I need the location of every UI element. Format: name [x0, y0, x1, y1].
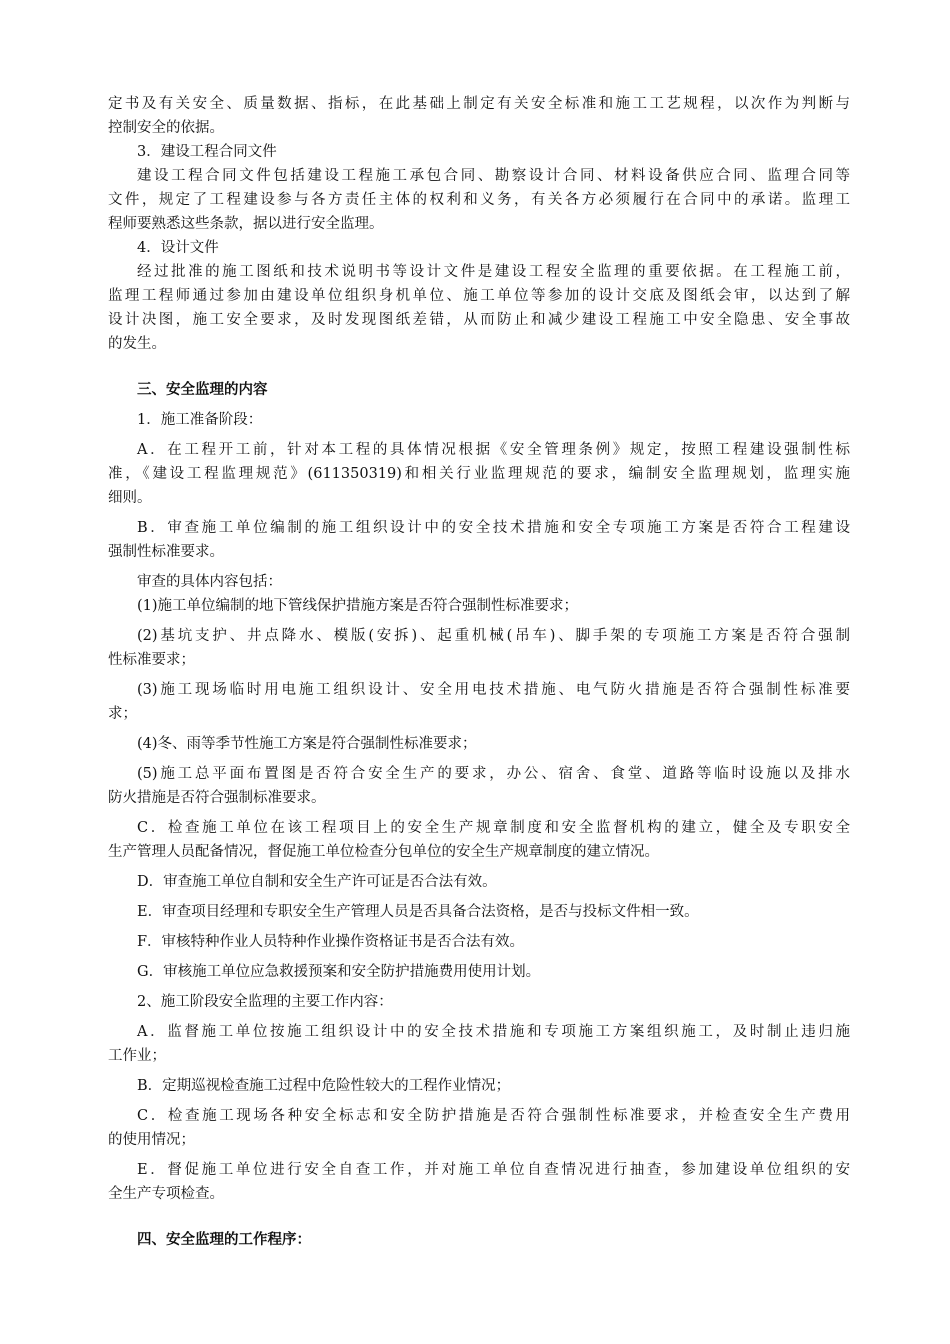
paragraph-line: 定书及有关安全、质量数据、指标，在此基础上制定有关安全标准和施工工艺规程，以次作为判断与	[108, 96, 850, 112]
paragraph-line: 强制性标准要求。	[108, 544, 224, 560]
list-item: (5)施工总平面布置图是否符合安全生产的要求，办公、宿舍、食堂、道路等临时设施以及排水	[137, 766, 850, 782]
paragraph-line: 经过批准的施工图纸和技术说明书等设计文件是建设工程安全监理的重要依据。在工程施工前，	[137, 264, 850, 280]
section-heading: 三、安全监理的内容	[137, 382, 268, 398]
item-title: 4．设计文件	[137, 240, 219, 256]
paragraph-line: 的发生。	[108, 336, 166, 352]
paragraph-line: 审查的具体内容包括：	[137, 574, 282, 590]
paragraph-line: 准，《建设工程监理规范》(611350319)和相关行业监理规范的要求，编制安全监理规划，监理实施	[108, 466, 850, 482]
paragraph-line: B．审查施工单位编制的施工组织设计中的安全技术措施和安全专项施工方案是否符合工程建设	[137, 520, 850, 536]
paragraph-line: A．在工程开工前，针对本工程的具体情况根据《安全管理条例》规定，按照工程建设强制性标	[137, 442, 850, 458]
paragraph-line: E．审查项目经理和专职安全生产管理人员是否具备合法资格，是否与投标文件相一致。	[137, 904, 699, 920]
document-page	[108, 92, 850, 1252]
paragraph-line: B．定期巡视检查施工过程中危险性较大的工程作业情况；	[137, 1078, 511, 1094]
paragraph-line: C．检查施工单位在该工程项目上的安全生产规章制度和安全监督机构的建立，健全及专职安全	[137, 820, 850, 836]
paragraph-line: 工作业；	[108, 1048, 166, 1064]
list-item: 性标准要求；	[108, 652, 195, 668]
list-item: (2)基坑支护、井点降水、模版(安拆)、起重机械(吊车)、脚手架的专项施工方案是否符合强制	[137, 628, 850, 644]
paragraph-line: 全生产专项检查。	[108, 1186, 224, 1202]
list-item: (3)施工现场临时用电施工组织设计、安全用电技术措施、电气防火措施是否符合强制性标准要	[137, 682, 850, 698]
paragraph-line: 程师要熟悉这些条款，据以进行安全监理。	[108, 216, 384, 232]
stage-title: 1．施工准备阶段：	[137, 412, 263, 428]
paragraph-line: 细则。	[108, 490, 152, 506]
paragraph-line: 监理工程师通过参加由建设单位组织身机单位、施工单位等参加的设计交底及图纸会审，以达到了解	[108, 288, 850, 304]
paragraph-line: D．审查施工单位自制和安全生产许可证是否合法有效。	[137, 874, 497, 890]
list-item: 防火措施是否符合强制标准要求。	[108, 790, 326, 806]
item-title: 3．建设工程合同文件	[137, 144, 277, 160]
paragraph-line: 设计决图，施工安全要求，及时发现图纸差错，从而防止和减少建设工程施工中安全隐患、安全事故	[108, 312, 850, 328]
paragraph-line: F．审核特种作业人员特种作业操作资格证书是否合法有效。	[137, 934, 525, 950]
list-item: (1)施工单位编制的地下管线保护措施方案是否符合强制性标准要求；	[137, 598, 579, 614]
section-heading: 四、安全监理的工作程序：	[137, 1232, 311, 1248]
paragraph-line: A．监督施工单位按施工组织设计中的安全技术措施和专项施工方案组织施工，及时制止违归施	[137, 1024, 850, 1040]
paragraph-line: 建设工程合同文件包括建设工程施工承包合同、勘察设计合同、材料设备供应合同、监理合同等	[137, 168, 850, 184]
paragraph-line: G．审核施工单位应急救援预案和安全防护措施费用使用计划。	[137, 964, 541, 980]
stage-title: 2、施工阶段安全监理的主要工作内容：	[137, 994, 393, 1010]
paragraph-line: C．检查施工现场各种安全标志和安全防护措施是否符合强制性标准要求，并检查安全生产费用	[137, 1108, 850, 1124]
list-item: 求；	[108, 706, 137, 722]
paragraph-line: 文件，规定了工程建设参与各方责任主体的权利和义务，有关各方必须履行在合同中的承诺。监理工	[108, 192, 850, 208]
paragraph-line: 生产管理人员配备情况，督促施工单位检查分包单位的安全生产规章制度的建立情况。	[108, 844, 659, 860]
paragraph-line: 控制安全的依据。	[108, 120, 224, 136]
paragraph-line: E．督促施工单位进行安全自查工作，并对施工单位自查情况进行抽查，参加建设单位组织的安	[137, 1162, 850, 1178]
list-item: (4)冬、雨等季节性施工方案是符合强制性标准要求；	[137, 736, 477, 752]
paragraph-line: 的使用情况；	[108, 1132, 195, 1148]
